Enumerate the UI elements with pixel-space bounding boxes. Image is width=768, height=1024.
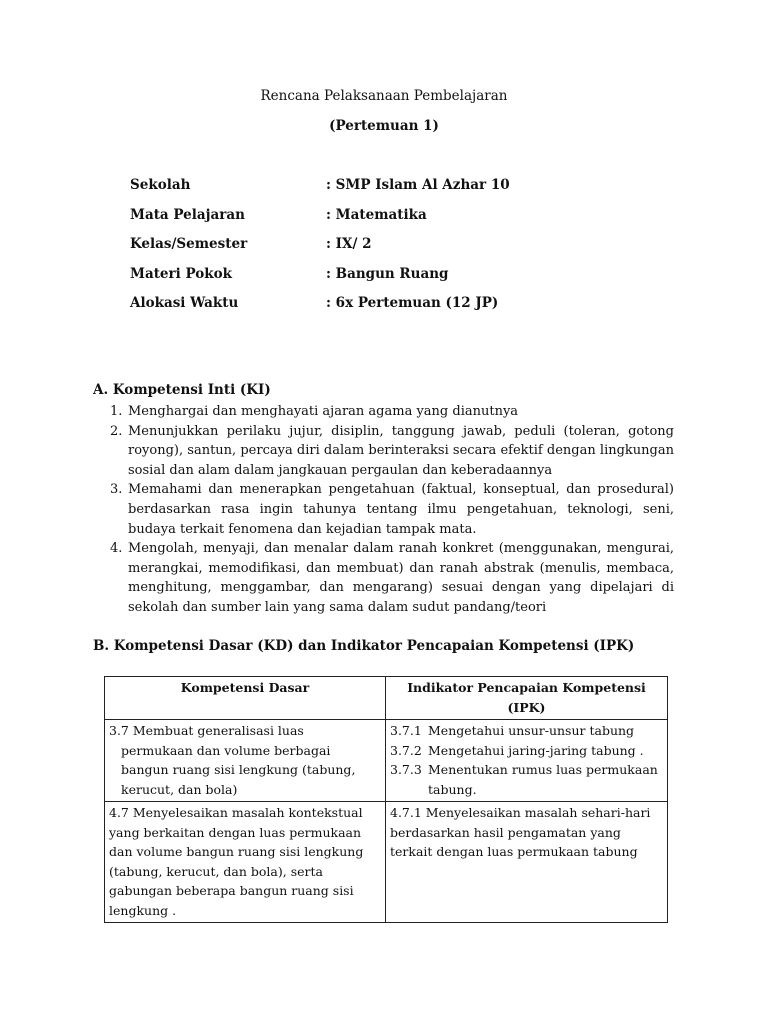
ipk-cell — [386, 720, 668, 802]
header-ipk: Indikator Pencapaian Kompetensi (IPK) — [386, 677, 668, 720]
section-b-heading: B. Kompetensi Dasar (KD) dan Indikator Pencapaian Kompetensi (IPK) — [93, 638, 635, 654]
ipk-text: Menentukan rumus luas permukaan tabung. — [428, 762, 658, 797]
info-value: : Bangun Ruang — [326, 265, 449, 282]
kd-ipk-table — [104, 676, 668, 923]
document-subtitle: (Pertemuan 1) — [329, 118, 439, 134]
ipk-item — [390, 741, 663, 761]
table-row — [105, 802, 668, 923]
ki-item — [110, 539, 674, 617]
info-value: : 6x Pertemuan (12 JP) — [326, 295, 499, 311]
ipk-item — [390, 760, 663, 799]
ki-number: 1. — [110, 404, 123, 419]
ki-text: Mengolah, menyaji, dan menalar dalam ranah konkret (menggunakan, mengurai, merangkai, memodifikasi, dan membuat) dan ranah abstrak (menulis, membaca, menghitung, menggambar, dan mengarang) sesuai dengan yang dipelajari di sekolah dan sumber lain yang sama dalam sudut pandang/teori — [128, 541, 674, 615]
ipk-code: 3.7.3 — [390, 762, 422, 777]
kd-cell — [105, 802, 386, 923]
ki-list — [110, 402, 674, 618]
info-row-mata-pelajaran — [130, 207, 690, 237]
ki-text: Memahami dan menerapkan pengetahuan (faktual, konseptual, dan prosedural) berdasarkan rasa ingin tahunya tentang ilmu pengetahuan, teknologi, seni, budaya terkait fenomena dan kejadian tampak mata. — [128, 482, 674, 537]
ki-text: Menunjukkan perilaku jujur, disiplin, tanggung jawab, peduli (toleran, gotong royong), santun, percaya diri dalam berinteraksi secara efektif dengan lingkungan sosial dan alam dalam jangkauan pergaulan dan keberadaannya — [128, 423, 674, 478]
info-label: Materi Pokok — [130, 265, 232, 282]
table-header-row — [105, 677, 668, 720]
ki-text: Menghargai dan menghayati ajaran agama yang dianutnya — [128, 404, 519, 419]
ipk-text: Mengetahui unsur-unsur tabung — [428, 723, 635, 738]
info-label: Kelas/Semester — [130, 236, 248, 252]
info-row-kelas-semester — [130, 236, 690, 266]
ipk-text: Mengetahui jaring-jaring tabung . — [428, 742, 644, 758]
info-label: Alokasi Waktu — [130, 295, 239, 311]
info-value: : Matematika — [326, 206, 427, 223]
kd-cell — [105, 720, 386, 802]
ipk-text: 4.7.1 Menyelesaikan masalah sehari-hari berdasarkan hasil pengamatan yang terkait dengan luas permukaan tabung — [390, 805, 651, 859]
ki-item — [110, 480, 674, 539]
ki-number: 3. — [110, 482, 123, 498]
ki-number: 4. — [110, 541, 123, 557]
info-row-alokasi-waktu — [130, 295, 690, 325]
kd-text-first: 3.7 Membuat generalisasi luas — [109, 723, 304, 738]
ipk-code: 3.7.1 — [390, 723, 422, 738]
kd-text-rest: permukaan dan volume berbagai bangun ruang sisi lengkung (tabung, kerucut, dan bola) — [121, 742, 356, 797]
info-row-materi-pokok — [130, 266, 690, 296]
ki-item — [110, 422, 674, 481]
ki-item — [110, 402, 674, 422]
document-title: Rencana Pelaksanaan Pembelajaran — [260, 88, 508, 104]
info-row-sekolah — [130, 177, 690, 207]
ki-number: 2. — [110, 423, 123, 439]
info-label: Mata Pelajaran — [130, 206, 245, 223]
table-row — [105, 720, 668, 802]
ipk-cell — [386, 802, 668, 923]
identity-table — [130, 177, 690, 325]
info-label: Sekolah — [130, 177, 191, 193]
section-a-heading: A. Kompetensi Inti (KI) — [93, 382, 271, 398]
kd-text: 4.7 Menyelesaikan masalah kontekstual yang berkaitan dengan luas permukaan dan volume bangun ruang sisi lengkung (tabung, kerucut, dan bola), serta gabungan beberapa bangun ruang sisi lengkung . — [109, 805, 364, 918]
info-value: : IX/ 2 — [326, 236, 372, 252]
info-value: : SMP Islam Al Azhar 10 — [326, 177, 510, 193]
ipk-code: 3.7.2 — [390, 742, 422, 758]
ipk-item — [390, 721, 663, 741]
header-kompetensi-dasar: Kompetensi Dasar — [105, 677, 386, 720]
